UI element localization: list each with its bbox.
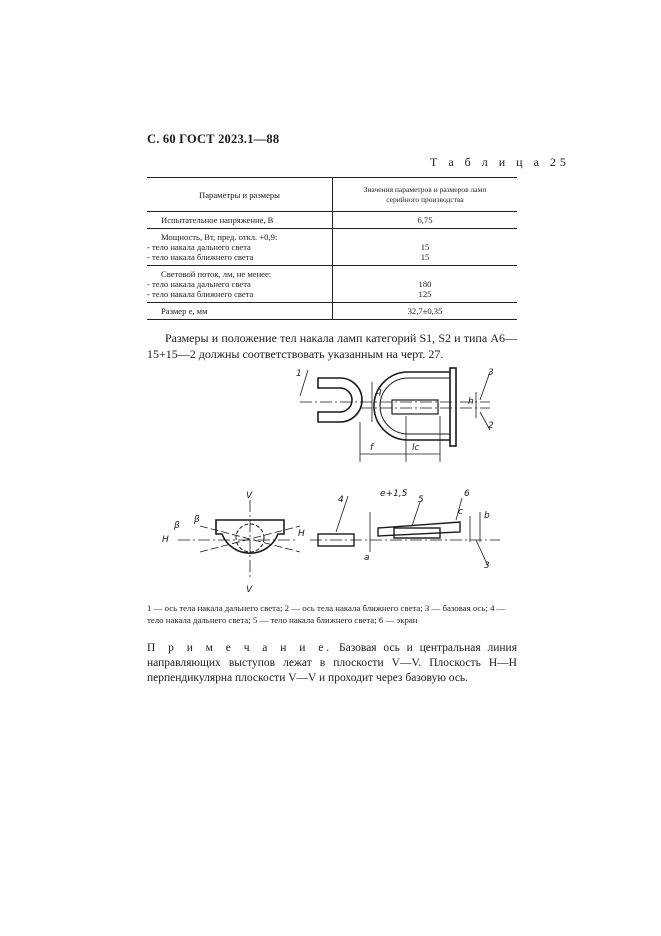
row2-value2: 15	[420, 252, 430, 262]
row3-value-blank	[333, 269, 517, 279]
label-f: f	[370, 443, 374, 453]
row2-value1: 15	[420, 242, 430, 252]
table-header-row	[147, 178, 517, 212]
label-lc: lc	[412, 443, 420, 453]
row3-param-item2: - тело накала ближнего света	[147, 289, 254, 299]
header-values-line1: Значения параметров и размеров ламп	[363, 184, 487, 194]
row4-param: Размер е, мм	[161, 306, 208, 316]
label-beta-1: β	[174, 521, 180, 531]
table-row	[147, 303, 517, 320]
table-caption: Т а б л и ц а 25	[430, 155, 570, 169]
row3-param-title: Световой поток, лм, не менее:	[161, 269, 272, 279]
label-v-bottom: V	[246, 585, 253, 595]
table-row	[147, 212, 517, 229]
body-paragraph	[147, 330, 517, 362]
label-3b: 3	[484, 561, 490, 571]
label-h-right: H	[298, 529, 305, 539]
label-c: c	[458, 507, 463, 517]
label-3: 3	[488, 368, 494, 378]
screen-6	[378, 522, 460, 536]
row2-param-item2: - тело накала ближнего света	[147, 252, 254, 262]
label-4: 4	[338, 495, 344, 505]
label-v-top: V	[246, 491, 253, 501]
bulb-outline	[374, 372, 450, 440]
row4-value: 32,7±0,35	[407, 306, 443, 316]
label-beta-2: β	[194, 515, 200, 525]
drawing-27	[160, 362, 510, 602]
label-q: q	[376, 387, 382, 397]
row2-param-title: Мощность, Вт, пред. откл. +0,9:	[161, 232, 278, 242]
row2-value-blank	[333, 232, 517, 242]
label-b: b	[484, 511, 490, 521]
table-header-values	[333, 178, 518, 212]
header-values-line2: серийного производства	[386, 194, 464, 204]
row1-param: Испытательное напряжение, В	[161, 215, 274, 225]
label-h-left: H	[162, 535, 169, 545]
label-5: 5	[418, 495, 424, 505]
row1-value: 6,75	[417, 215, 433, 225]
label-h: h	[468, 397, 474, 407]
body-paragraph-text: Размеры и положение тел накала ламп категорий S1, S2 и типа А6—15+15—2 должны соответствовать указанным на черт. 27.	[147, 331, 517, 361]
label-6: 6	[464, 489, 470, 499]
parameters-table	[147, 177, 517, 320]
table-row	[147, 229, 517, 266]
figure-caption: 1 — ось тела накала дальнего света; 2 — ось тела накала ближнего света; 3 — базовая ось; 4 — тело накала дальнего света; 5 — тело накала ближнего света; 6 — экран	[147, 603, 506, 625]
bulb-flange	[450, 368, 456, 446]
top-left-u-shape	[318, 378, 362, 422]
table-header-param: Параметры и размеры	[147, 178, 333, 212]
label-a: a	[364, 553, 370, 563]
row3-value1: 180	[418, 279, 432, 289]
row3-param-item1: - тело накала дальнего света	[147, 279, 251, 289]
row2-param-item1: - тело накала дальнего света	[147, 242, 251, 252]
note-paragraph	[147, 641, 517, 686]
label-2: 2	[488, 421, 494, 431]
table-row	[147, 266, 517, 303]
note-text: Базовая ось и центральная линия направляющих выступов лежат в плоскости V—V. Плоскость H—H перпендикулярна плоскости V—V и проходит через базовую ось.	[147, 642, 517, 684]
label-e-tol: e+1,5	[380, 489, 408, 499]
row3-value2: 125	[418, 289, 432, 299]
label-1: 1	[296, 369, 302, 379]
bulb-inner	[380, 378, 450, 434]
page-header: С. 60 ГОСТ 2023.1—88	[147, 132, 280, 146]
note-label: П р и м е ч а н и е.	[147, 642, 333, 654]
